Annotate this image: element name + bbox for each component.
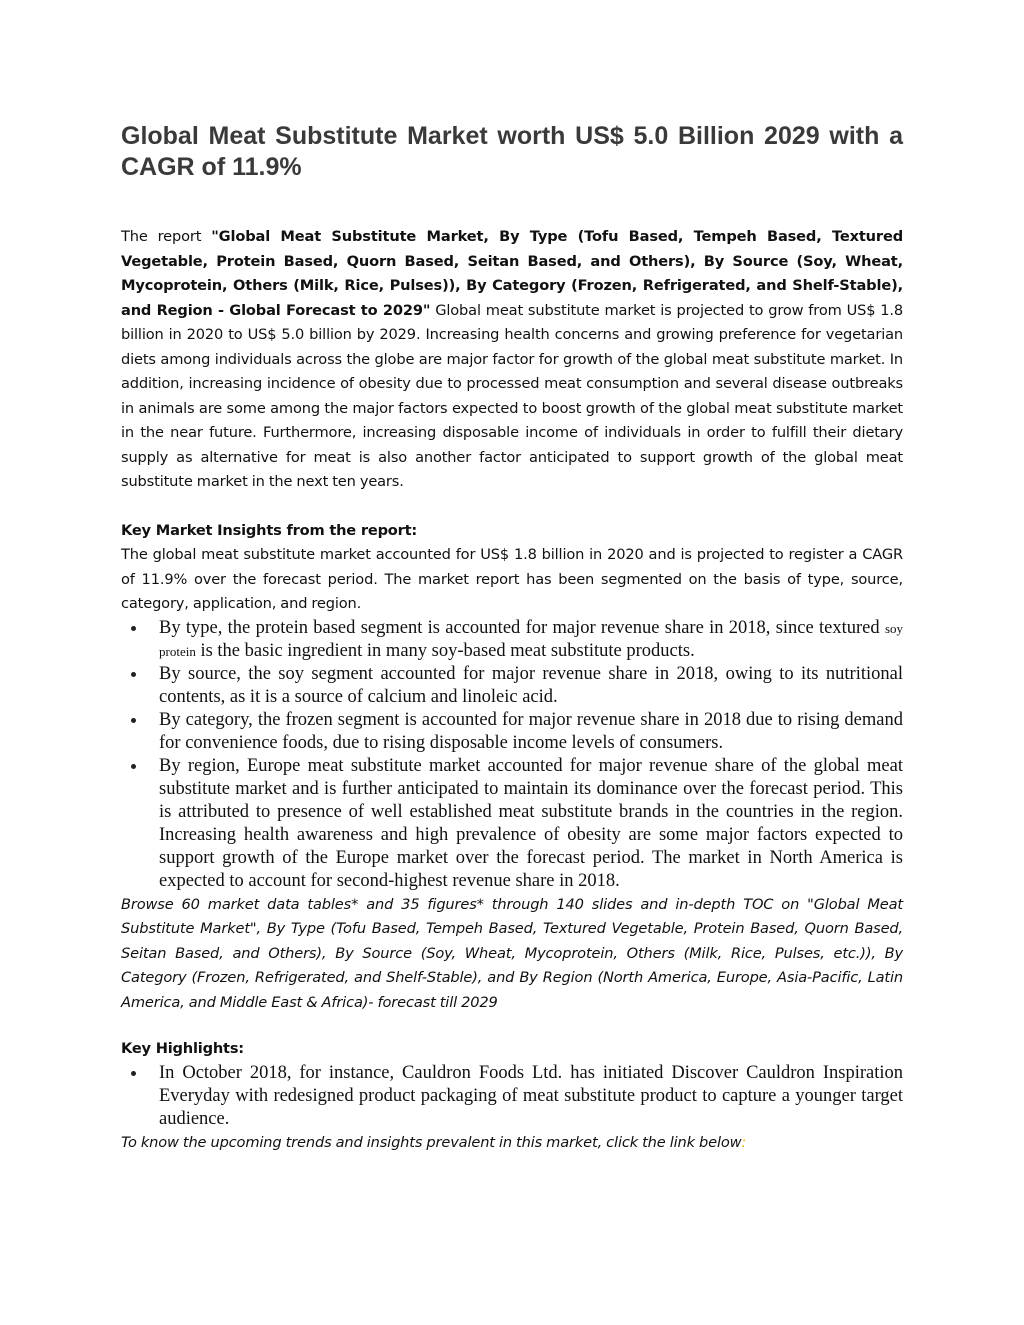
list-item: By source, the soy segment accounted for major revenue share in 2018, owing to its nutritional contents, as it is a source of calcium and linoleic acid.: [121, 663, 903, 709]
cta-text: To know the upcoming trends and insights prevalent in this market, click the link below:: [121, 1133, 747, 1151]
bullet-dot-icon: [131, 626, 136, 631]
browse-paragraph: Browse 60 market data tables* and 35 figures* through 140 slides and in-depth TOC on "Global Meat Substitute Market", By Type (Tofu Based, Tempeh Based, Textured Vegetable, Protein Based, Quorn Based, Seitan Based, and Others), By Source (Soy, Wheat, Mycoprotein, Others (Milk, Rice, Pulses, etc.)), By Category (Frozen, Refrigerated, and Shelf-Stable), and By Region (North America, Europe, Asia-Pacific, Latin America, and Middle East & Africa)- forecast till 2029: [121, 895, 903, 1011]
bullet-dot-icon: [131, 1071, 136, 1076]
insights-summary: The global meat substitute market accounted for US$ 1.8 billion in 2020 and is projected to register a CAGR of 11.9% over the forecast period. The market report has been segmented on the basis of type, source, category, application, and region.: [121, 546, 903, 612]
insights-list: [121, 617, 903, 893]
page-title: Global Meat Substitute Market worth US$ 5.0 Billion 2029 with a CAGR of 11.9%: [121, 122, 903, 181]
insights-heading: Key Market Insights from the report:: [121, 521, 418, 539]
intro-lead: The report: [121, 228, 212, 245]
bullet-dot-icon: [131, 764, 136, 769]
list-item: By region, Europe meat substitute market accounted for major revenue share of the global meat substitute market and is further anticipated to maintain its dominance over the forecast period. This is attributed to presence of well established meat substitute brands in the countries in the region. Increasing health awareness and high prevalence of obesity are some major factors expected to support growth of the Europe market over the forecast period. The market in North America is expected to account for second-highest revenue share in 2018.: [121, 755, 903, 893]
list-item: By type, the protein based segment is accounted for major revenue share in 2018, since textured soy protein is the basic ingredient in many soy-based meat substitute products.: [121, 617, 903, 663]
report-name: "Global Meat Substitute Market, By Type (Tofu Based, Tempeh Based, Textured Vegetable, Protein Based, Quorn Based, Seitan Based, and Others), By Source (Soy, Wheat, Mycoprotein, Others (Milk, Rice, Pulses)), By Category (Frozen, Refrigerated, and Shelf-Stable), and Region - Global Forecast to 2029": [121, 228, 903, 319]
intro-paragraph: [121, 225, 903, 495]
bullet-dot-icon: [131, 718, 136, 723]
highlights-heading: Key Highlights:: [121, 1040, 244, 1057]
list-item: By category, the frozen segment is accounted for major revenue share in 2018 due to rising demand for convenience foods, due to rising disposable income levels of consumers.: [121, 709, 903, 755]
highlights-list: [121, 1062, 903, 1131]
bullet-dot-icon: [131, 672, 136, 677]
soy-protein-term: soy protein: [159, 620, 903, 659]
document-page: [121, 0, 903, 1155]
list-item: In October 2018, for instance, Cauldron Foods Ltd. has initiated Discover Cauldron Inspiration Everyday with redesigned product packaging of meat substitute product to capture a younger target audience.: [121, 1062, 903, 1131]
cta-colon: :: [741, 1133, 747, 1151]
intro-body: Global meat substitute market is projected to grow from US$ 1.8 billion in 2020 to US$ 5.0 billion by 2029. Increasing health concerns and growing preference for vegetarian diets among individuals across the globe are major factor for growth of the global meat substitute market. In addition, increasing incidence of obesity due to processed meat consumption and several disease outbreaks in animals are some among the major factors expected to boost growth of the global meat substitute market in the near future. Furthermore, increasing disposable income of individuals in order to fulfill their dietary supply as alternative for meat is also another factor anticipated to support growth of the global meat substitute market in the next ten years.: [121, 301, 903, 490]
